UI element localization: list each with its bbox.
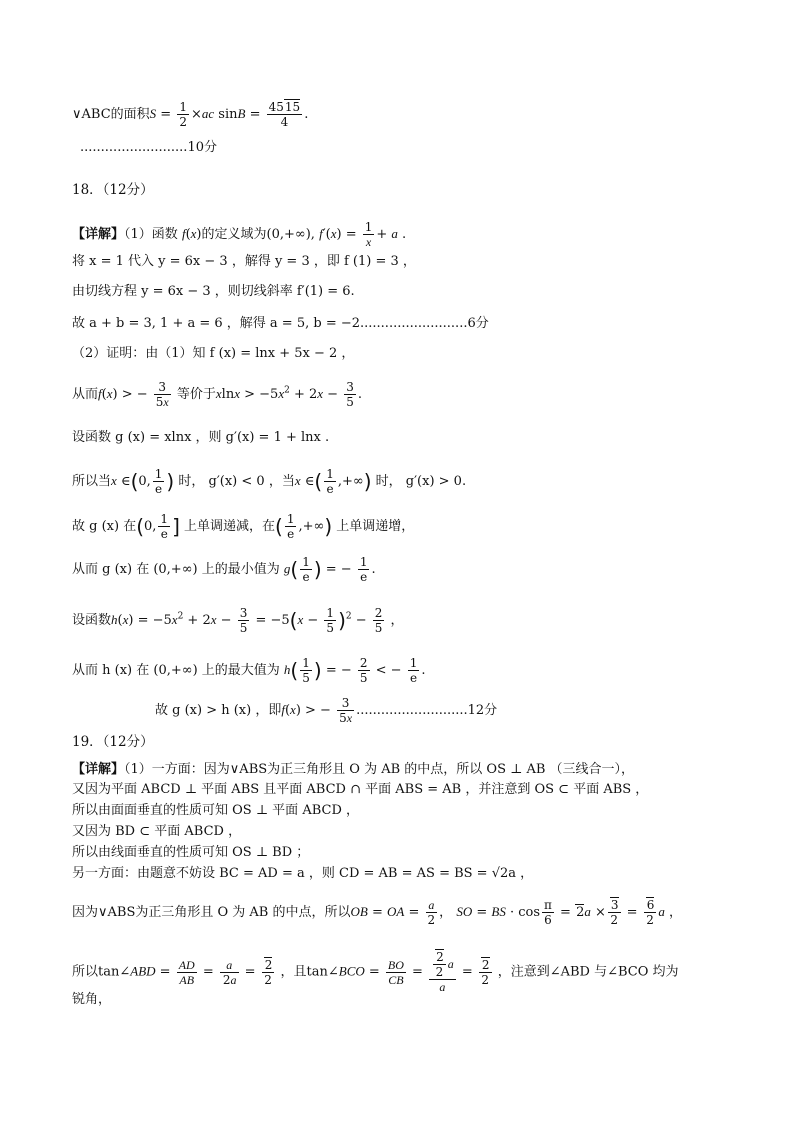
text: 设函数 <box>72 613 112 628</box>
text: （1）一方面：因为∨ABS为正三角形且 O 为 AB 的中点，所以 OS ⊥ AB （三线合一）， <box>124 762 635 777</box>
frac-a-sqrt2a: $\frac{a}{2a}$ <box>220 958 239 987</box>
q19-line-4: 又因为 BD ⊂ 平面 ABCD ， <box>72 824 242 839</box>
text: 因为∨ABS为正三角形且 O 为 AB 的中点，所以 <box>72 905 351 920</box>
text: 所以 <box>72 964 99 980</box>
text: 时， g′(x) < 0 ，当 <box>178 474 295 489</box>
frac-1e: $\frac{1}{e}$ <box>286 512 295 541</box>
q18-line-8: 所以当x ∈(0, $\frac{1}{e}$ ) 时， g′(x) < 0 ，当x ∈( $\frac{1}{e}$ ,+∞) 时， g′(x) > 0. <box>72 467 467 496</box>
text: 时， g′(x) > 0. <box>375 474 467 489</box>
q19-line-6: 另一方面：由题意不妨设 BC = AD = a ，则 CD = AB = AS = BS = √2a ， <box>72 866 534 881</box>
text: （1）函数 <box>124 227 178 242</box>
q18-line-7: 设函数 g (x) = xlnx ，则 g′(x) = 1 + lnx . <box>72 430 330 445</box>
text: 所以当 <box>72 474 112 489</box>
frac-3-5: $\frac{3}{5}$ <box>239 606 248 635</box>
q18-line-9: 故 g (x) 在(0, $\frac{1}{e}$ ] 上单调递减，在( $\frac{1}{e}$ ,+∞) 上单调递增， <box>72 512 415 541</box>
frac-sqrt3-2: $\frac{3}{2}$ <box>608 898 621 927</box>
q18-line-11: 设函数$h(x) = -5x^2 + 2x$ − $\frac{3}{5}$ = −5(x − $\frac{1}{5}$ )$^2$ − $\frac{2}{5}$ ， <box>72 606 404 635</box>
q19-line-5: 所以由线面垂直的性质可知 OS ⊥ BD ； <box>72 845 310 860</box>
frac-half: $\frac{1}{2}$ <box>179 100 187 129</box>
area-line: ∨ABC的面积S = $\frac{1}{2}$ ×ac sinB = $\frac{4515}{4}$ . <box>72 100 309 129</box>
text: 故 g (x) 在 <box>72 519 137 534</box>
text: 的定义域为 <box>201 227 267 242</box>
frac-1-5: $\frac{1}{5}$ <box>302 656 310 685</box>
q18-line-3: 由切线方程 y = 6x − 3 ，则切线斜率 f′(1) = 6. <box>72 284 355 299</box>
frac-1e: $\frac{1}{e}$ <box>409 656 418 685</box>
text: 故 g (x) > h (x) ，即 <box>155 703 282 718</box>
q18-line-4 <box>72 316 489 332</box>
text: 上单调递增， <box>336 519 415 534</box>
frac-1e: $\frac{1}{e}$ <box>359 555 368 584</box>
frac-1e: $\frac{1}{e}$ <box>154 467 163 496</box>
q19-line-7: 因为∨ABS为正三角形且 O 为 AB 的中点，所以OB = OA = $\frac{a}{2}$ ， SO = BS · cos $\frac{\pi}{6}$ = 2a × $\frac{3}{2}$ = $\frac{6}{2}$ a ， <box>72 898 682 927</box>
text: 从而 <box>72 387 99 402</box>
frac-bo-cb: $\frac{BO}{CB}$ <box>387 957 404 987</box>
q19-line-1 <box>72 762 634 778</box>
frac-sqrt2-2: $\frac{2}{2}$ <box>479 958 492 987</box>
area-label: ∨ABC的面积 <box>72 107 150 122</box>
score-12: ..........................12分 <box>360 703 498 718</box>
score-10: ..........................10分 <box>80 140 217 155</box>
q18-line-12: 从而 h (x) 在 (0,+∞) 上的最大值为 h( $\frac{1}{5}$ ) = − $\frac{2}{5}$ < − $\frac{1}{e}$ . <box>72 656 426 685</box>
frac-sqrt2-2a: $\frac{2}{2}$ <box>433 950 446 979</box>
text: 从而 g (x) 在 (0,+∞) 上的最小值为 <box>72 562 280 577</box>
q18-heading: 18．（12分） <box>72 182 154 198</box>
frac-pi-6: $\frac{\pi}{6}$ <box>544 898 552 927</box>
frac-1e: $\frac{1}{e}$ <box>302 555 310 584</box>
text: 上单调递减，在 <box>184 519 276 534</box>
text: 从而 h (x) 在 (0,+∞) 上的最大值为 <box>72 663 280 678</box>
frac-1e: $\frac{1}{e}$ <box>326 467 334 496</box>
text: 故 a + b = 3, 1 + a = 6 ，解得 a = 5, b = −2 <box>72 316 361 331</box>
frac-2-5: $\frac{2}{5}$ <box>374 606 383 635</box>
frac-3-5x: $\frac{3}{5x}$ <box>155 380 169 409</box>
q18-line-2: 将 x = 1 代入 y = 6x − 3 ，解得 y = 3 ，即 f (1) = 3 ， <box>72 254 416 269</box>
frac-area: $\frac{4515}{4}$ <box>268 100 301 129</box>
frac-a-2: $\frac{a}{2}$ <box>427 898 436 927</box>
frac-sqrt2-2: $\frac{2}{2}$ <box>262 958 275 987</box>
q19-line-2: 又因为平面 ABCD ⊥ 平面 ABS 且平面 ABCD ∩ 平面 ABS = AB ，并注意到 OS ⊂ 平面 ABS ， <box>72 782 649 797</box>
q18-line-6: 从而f(x) > − $\frac{3}{5x}$ 等价于$xlnx > -5x^2 + 2x$ − $\frac{3}{5}$ . <box>72 380 362 409</box>
q19-heading: 19．（12分） <box>72 734 154 750</box>
q18-line-10: 从而 g (x) 在 (0,+∞) 上的最小值为 g( $\frac{1}{e}$ ) = − $\frac{1}{e}$ . <box>72 555 376 584</box>
text: ，注意到∠ABD 与∠BCO 均为 <box>497 964 679 980</box>
text: ，且 <box>280 964 307 980</box>
q19-line-9: 锐角， <box>72 992 112 1007</box>
frac-nested: $\frac{2}{2}$ a a <box>429 950 456 994</box>
text: 等价于 <box>176 387 216 402</box>
frac-3-5: $\frac{3}{5}$ <box>346 380 354 409</box>
frac-2-5: $\frac{2}{5}$ <box>359 656 368 685</box>
frac-ad-ab: $\frac{AD}{AB}$ <box>178 957 195 987</box>
frac-3-5x: $\frac{3}{5x}$ <box>339 696 353 725</box>
q18-line-5: （2）证明：由（1）知 f (x) = lnx + 5x − 2 ， <box>72 346 355 361</box>
score-6: ..........................6分 <box>360 316 489 331</box>
q18-line-13: 故 g (x) > h (x) ，即f(x) > − $\frac{3}{5x}$ ...........................12分 <box>155 696 498 725</box>
q18-line-1: 【详解】（1）函数 f(x)的定义域为(0,+∞), f′(x) = $\frac{1}{x}$ + a . <box>72 220 407 249</box>
frac-sqrt6-2: $\frac{6}{2}$ <box>644 898 657 927</box>
q19-line-3: 所以由面面垂直的性质可知 OS ⊥ 平面 ABCD ， <box>72 803 360 818</box>
detail-tag: 【详解】 <box>72 762 125 777</box>
frac-1x: $\frac{1}{x}$ <box>364 220 373 249</box>
detail-tag: 【详解】 <box>72 227 125 242</box>
frac-1-5: $\frac{1}{5}$ <box>326 606 335 635</box>
q19-line-8: 所以tan∠ABD = $\frac{AD}{AB}$ = $\frac{a}{2a}$ = $\frac{2}{2}$ ，且tan∠BCO = $\frac{BO}{CB}$ = $\frac{2}{2}$ a a = $\frac{2}{2}$ ，注意到∠ABD 与∠BCO 均为 <box>72 950 679 994</box>
frac-1e: $\frac{1}{e}$ <box>160 512 169 541</box>
